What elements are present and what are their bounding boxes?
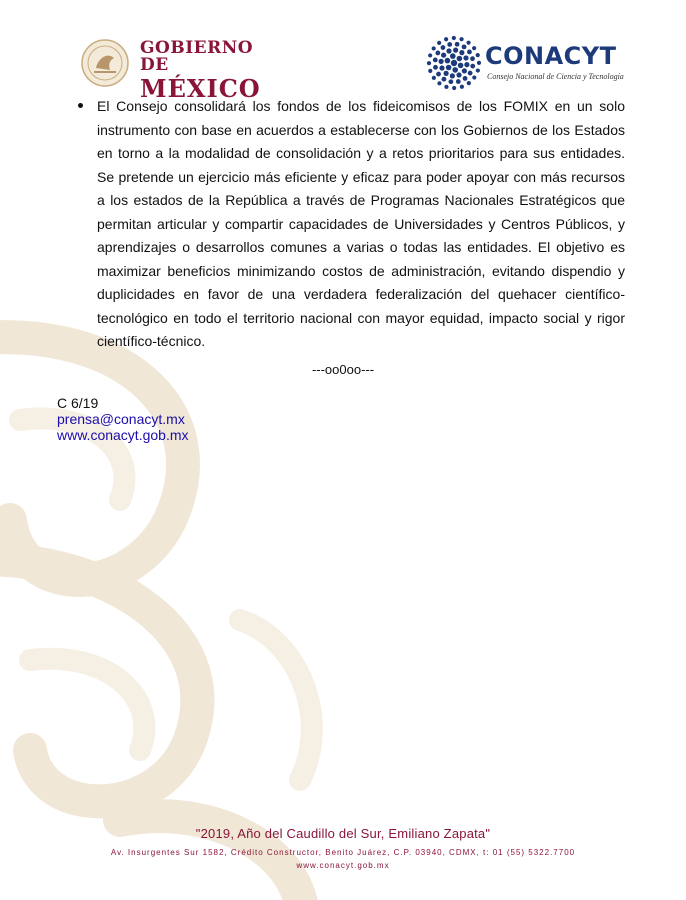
footer-slogan: "2019, Año del Caudillo del Sur, Emiliano Zapata" xyxy=(195,826,491,841)
gobierno-de-mexico-logo xyxy=(80,38,280,103)
footer-website: www.conacyt.gob.mx xyxy=(296,861,390,870)
conacyt-wordmark: CONACYT xyxy=(485,42,617,70)
mexico-seal-icon xyxy=(80,38,130,88)
footer-address: Av. Insurgentes Sur 1582, Crédito Constructor, Benito Juárez, C.P. 03940, CDMX, t: 01 (55) 5322.7700 xyxy=(110,848,576,857)
website-link[interactable]: www.conacyt.gob.mx xyxy=(57,427,189,443)
body-paragraph: El Consejo consolidará los fondos de los fideicomisos de los FOMIX en un solo instrumento con base en acuerdos a establecerse con los Gobiernos de los Estados en torno a la modalidad de consolidación y a retos prioritarios para sus entidades. Se pretende un ejercicio más eficiente y eficaz para poder apoyar con más recursos a los estados de la República a través de Programas Nacionales Estratégicos que permitan articular y compartir capacidades de Universidades y Centros Públicos, y aprendizajes o desarrollos comunes a varias o todas las entidades. El objetivo es maximizar beneficios minimizando costos de administración, evitando dispendio y duplicidades en favor de una verdadera federalización del quehacer científico-tecnológico en todo el territorio nacional con mayor equidad, impacto social y rigor científico-técnico. xyxy=(97,98,625,349)
conacyt-logo xyxy=(425,34,625,94)
body-content xyxy=(97,95,625,354)
gob-line1: GOBIERNO DE xyxy=(140,38,254,75)
separator: ---oo0oo--- xyxy=(311,362,375,377)
press-code: C 6/19 xyxy=(57,395,99,411)
conacyt-dots-icon xyxy=(425,34,483,92)
gob-line2: MÉXICO xyxy=(140,74,261,103)
press-contact xyxy=(57,395,189,443)
conacyt-subtitle: Consejo Nacional de Ciencia y Tecnología xyxy=(487,72,624,81)
bullet-icon xyxy=(78,103,83,108)
email-link[interactable]: prensa@conacyt.mx xyxy=(57,411,185,427)
background-ornament xyxy=(0,300,360,900)
gobierno-de-mexico-wordmark xyxy=(140,40,280,101)
letterhead xyxy=(0,0,686,103)
